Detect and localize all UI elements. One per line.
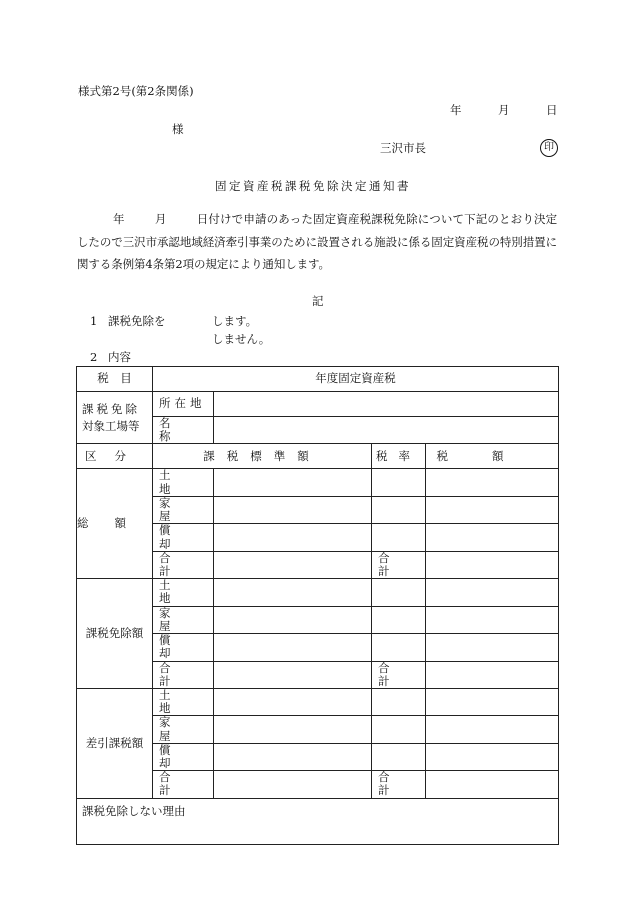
item1-option-reject: しません。	[212, 332, 271, 346]
group-total-land-value	[214, 469, 372, 496]
tax-exemption-table	[76, 366, 559, 845]
group-exempt-sum: 合計	[153, 661, 214, 688]
category-header: 区分	[77, 444, 153, 469]
group-exempt-depreciable-value	[214, 634, 372, 661]
group-net-depreciable: 償却	[153, 743, 214, 770]
group-total-sum-tax	[426, 551, 559, 578]
date-year-label: 年	[450, 103, 462, 117]
group-total-depreciable-value	[214, 524, 372, 551]
standard-amount-header-text: 課税標準額	[203, 448, 321, 463]
group-net-land-value	[214, 688, 372, 715]
group-net-label: 差引課税額	[77, 688, 153, 798]
group-net-land-rate	[372, 688, 426, 715]
date-day-label: 日	[546, 103, 558, 117]
document-title: 固定資産税課税免除決定通知書	[215, 179, 411, 193]
group-total-label: 総額	[77, 469, 153, 579]
group-exempt-sum-tax	[426, 661, 559, 688]
seal-mark: 印	[540, 139, 558, 157]
group-exempt-depreciable-rate	[372, 634, 426, 661]
group-exempt-sum-value	[214, 661, 372, 688]
group-exempt-depreciable: 償却	[153, 634, 214, 661]
group-exempt-house-tax	[426, 606, 559, 633]
group-net-house-tax	[426, 716, 559, 743]
group-net-depreciable-rate	[372, 743, 426, 770]
group-net-sum-tax	[426, 771, 559, 798]
group-exempt-depreciable-tax	[426, 634, 559, 661]
group-total-sum-value	[214, 551, 372, 578]
group-net-depreciable-value	[214, 743, 372, 770]
issuer-name: 三沢市長	[380, 141, 426, 155]
name-value	[214, 417, 559, 444]
group-exempt-land-value	[214, 579, 372, 606]
group-total-depreciable-rate	[372, 524, 426, 551]
rate-header: 税率	[372, 444, 426, 469]
group-exempt-house-rate	[372, 606, 426, 633]
location-label: 所在地	[153, 392, 214, 417]
target-label-line1: 課税免除	[82, 401, 140, 416]
name-label: 名称	[153, 417, 214, 444]
target-label-line2: 対象工場等	[82, 418, 140, 433]
item1-label: 課税免除を	[108, 314, 166, 328]
group-exempt-land: 土地	[153, 579, 214, 606]
group-total-house-rate	[372, 496, 426, 523]
body-main-text: 日付けで申請のあった固定資産税課税免除について下記のとおり決定したので三沢市承認地域経済牽引事業のために設置される施設に係る固定資産税の特別措置に関する条例第4条第2項の規定により通知します。	[77, 212, 557, 271]
group-net-house-value	[214, 716, 372, 743]
location-value	[214, 392, 559, 417]
form-number-label: 様式第2号(第2条関係)	[78, 84, 194, 98]
group-total-sum: 合計	[153, 551, 214, 578]
tax-amount-header: 税額	[426, 444, 559, 469]
item1-number: 1	[90, 314, 98, 328]
group-total-land-tax	[426, 469, 559, 496]
group-net-house: 家屋	[153, 716, 214, 743]
item2-number: 2	[90, 350, 98, 364]
body-month: 月	[154, 212, 167, 226]
item2-label: 内容	[108, 350, 131, 364]
group-exempt-land-rate	[372, 579, 426, 606]
group-net-land: 土地	[153, 688, 214, 715]
reason-section	[77, 798, 559, 844]
reason-label: 課税免除しない理由	[82, 803, 186, 818]
target-facility-label	[77, 392, 153, 444]
notice-body	[77, 208, 557, 276]
group-exempt-house: 家屋	[153, 606, 214, 633]
group-total-land-rate	[372, 469, 426, 496]
group-exempt-house-value	[214, 606, 372, 633]
body-year: 年	[113, 212, 125, 226]
group-total-house-tax	[426, 496, 559, 523]
addressee-label: 様	[172, 122, 184, 136]
group-total-house: 家屋	[153, 496, 214, 523]
standard-amount-header	[153, 444, 372, 469]
group-exempt-label: 課税免除額	[77, 579, 153, 689]
tax-item-label: 税 目	[77, 367, 153, 392]
group-exempt-rate-sum: 合計	[372, 661, 426, 688]
item1-option-approve: します。	[212, 314, 258, 328]
date-month-label: 月	[498, 103, 510, 117]
tax-item-value: 年度固定資産税	[153, 367, 559, 392]
group-net-sum: 合計	[153, 771, 214, 798]
group-exempt-land-tax	[426, 579, 559, 606]
group-net-depreciable-tax	[426, 743, 559, 770]
group-net-house-rate	[372, 716, 426, 743]
group-total-rate-sum: 合計	[372, 551, 426, 578]
group-net-sum-value	[214, 771, 372, 798]
group-total-depreciable: 償却	[153, 524, 214, 551]
group-net-rate-sum: 合計	[372, 771, 426, 798]
group-total-land: 土地	[153, 469, 214, 496]
group-total-house-value	[214, 496, 372, 523]
group-total-depreciable-tax	[426, 524, 559, 551]
ki-heading: 記	[312, 294, 324, 308]
group-net-land-tax	[426, 688, 559, 715]
